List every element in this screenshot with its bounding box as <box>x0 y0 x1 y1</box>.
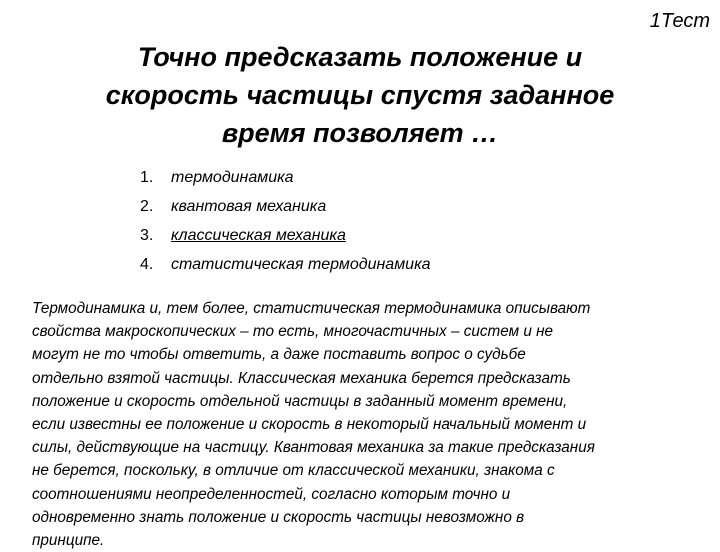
option-number: 1. <box>140 169 154 186</box>
option-number: 4. <box>140 256 154 273</box>
test-number-label: 1Тест <box>649 10 710 32</box>
answer-option-correct[interactable] <box>140 221 431 250</box>
explanation-line: принципе. <box>32 532 105 550</box>
answer-option[interactable] <box>140 250 431 279</box>
title-line: время позволяет … <box>221 118 499 148</box>
option-text: классическая механика <box>171 227 346 244</box>
explanation-line: соотношениями неопределенностей, согласно которым точно и <box>32 485 511 503</box>
explanation-line: силы, действующие на частицу. Квантовая механика за такие предсказания <box>32 439 595 457</box>
option-text: термодинамика <box>171 169 294 186</box>
explanation-line: могут не то чтобы ответить, а даже поставить вопрос о судьбе <box>32 346 526 364</box>
title-line: скорость частицы спустя заданное <box>105 80 615 110</box>
explanation-line: Термодинамика и, тем более, статистическая термодинамика описывают <box>32 300 591 317</box>
option-number: 2. <box>140 198 154 215</box>
explanation-line: положение и скорость отдельной частицы в заданный момент времени, <box>32 392 568 410</box>
option-text: квантовая механика <box>171 198 327 215</box>
option-text: статистическая термодинамика <box>171 256 431 273</box>
explanation-line: отдельно взятой частицы. Классическая механика берется предсказать <box>32 369 571 387</box>
explanation-line: не берется, поскольку, в отличие от классической механики, знакома с <box>32 462 555 480</box>
explanation-line: одновременно знать положение и скорость частицы невозможно в <box>32 508 525 526</box>
question-title <box>40 38 680 152</box>
answer-options-list <box>140 163 431 279</box>
answer-explanation <box>32 297 702 552</box>
explanation-line: свойства макроскопических – то есть, многочастичных – систем и не <box>32 323 554 341</box>
answer-option[interactable] <box>140 192 431 221</box>
title-line: Точно предсказать положение и <box>137 42 583 72</box>
answer-option[interactable] <box>140 163 431 192</box>
explanation-line: если известны ее положение и скорость в некоторый начальный момент и <box>32 416 587 434</box>
option-number: 3. <box>140 227 154 244</box>
